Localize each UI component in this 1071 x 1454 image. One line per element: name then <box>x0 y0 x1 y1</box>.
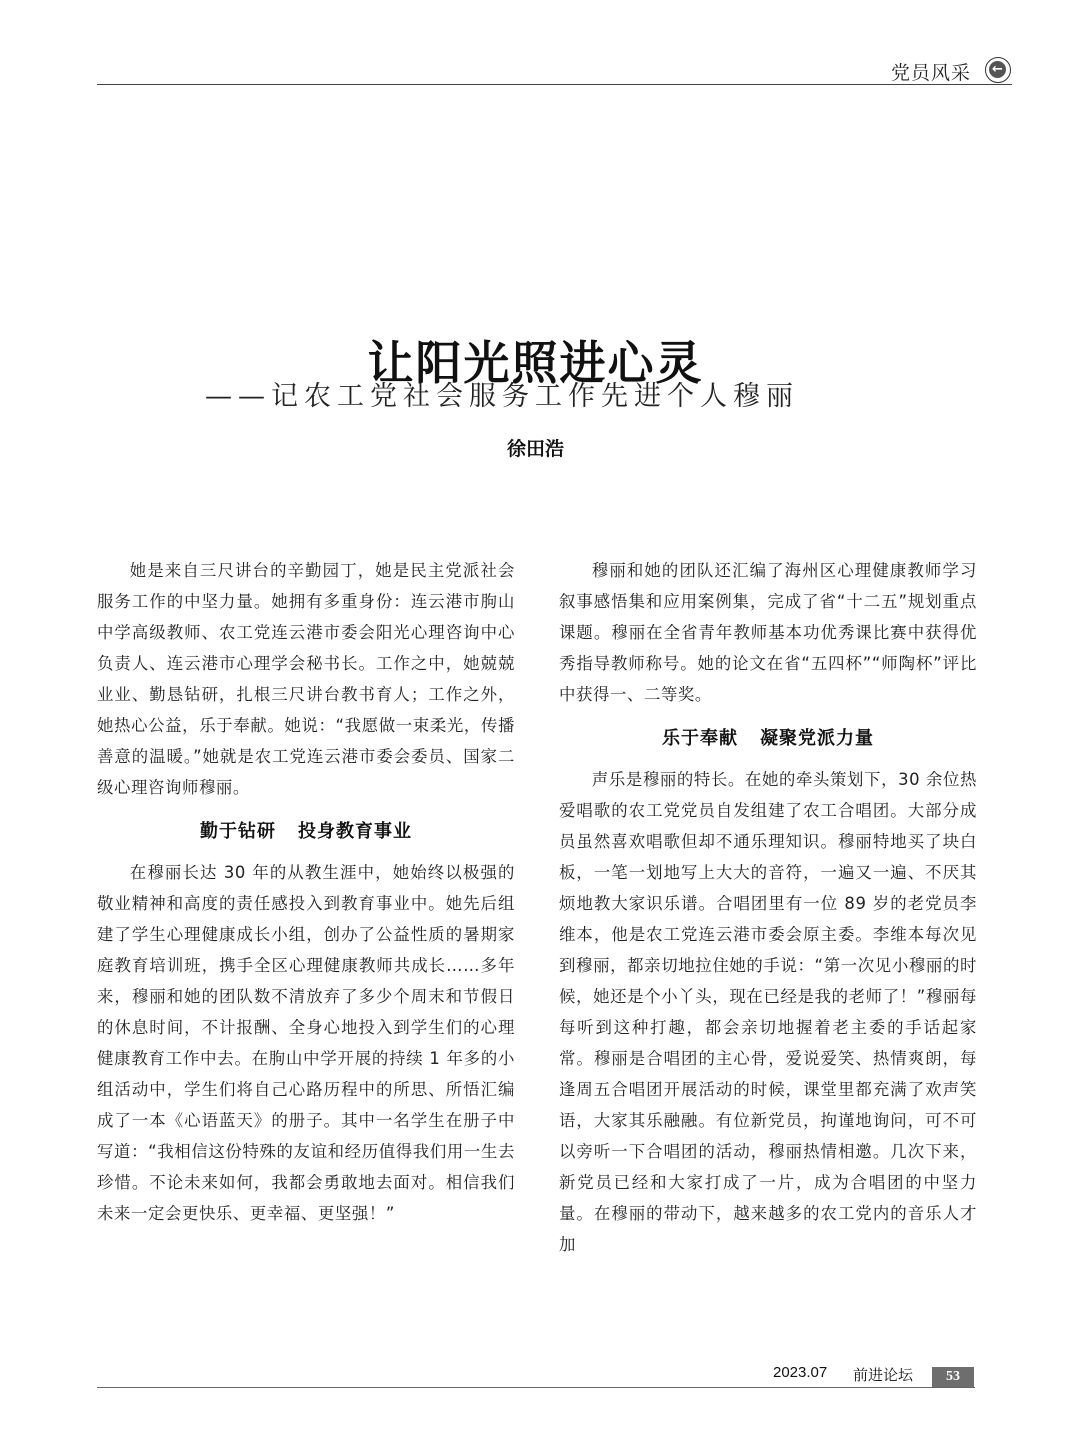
section-heading-2 <box>559 724 977 754</box>
issue-date: 2023.07 <box>773 1364 828 1381</box>
article-title: 让阳光照进心灵 <box>367 335 704 390</box>
section-heading-1-part-a: 勤于钻研 <box>200 821 276 842</box>
arrow-left-icon: ← <box>989 61 1006 78</box>
footer-rule <box>97 1387 975 1388</box>
left-column <box>97 555 515 1229</box>
magazine-name: 前进论坛 <box>853 1366 914 1384</box>
section-heading-1-part-b: 投身教育事业 <box>298 821 412 842</box>
section-heading-1 <box>97 817 515 847</box>
section-heading-2-part-b: 凝聚党派力量 <box>760 728 874 749</box>
body-paragraph: 声乐是穆丽的特长。在她的牵头策划下，30 余位热爱唱歌的农工党党员自发组建了农工合唱团。大部分成员虽然喜欢唱歌但却不通乐理知识。穆丽特地买了块白板，一笔一划地写上大大的音符，一遍又一遍、不厌其烦地教大家识乐谱。合唱团里有一位 89 岁的老党员李维本，他是农工党连云港市委会原主委。李维本每次见到穆丽，都亲切地拉住她的手说：“第一次见小穆丽的时候，她还是个小丫头，现在已经是我的老师了！”穆丽每每听到这种打趣，都会亲切地握着老主委的手话起家常。穆丽是合唱团的主心骨，爱说爱笑、热情爽朗，每逢周五合唱团开展活动的时候，课堂里都充满了欢声笑语，大家其乐融融。有位新党员，拘谨地询问，可不可以旁听一下合唱团的活动，穆丽热情相邀。几次下来，新党员已经和大家打成了一片，成为合唱团的中坚力量。在穆丽的带动下，越来越多的农工党内的音乐人才加 <box>559 770 977 1254</box>
body-paragraph: 在穆丽长达 30 年的从教生涯中，她始终以极强的敬业精神和高度的责任感投入到教育事业中。她先后组建了学生心理健康成长小组，创办了公益性质的暑期家庭教育培训班，携手全区心理健康教师共成长……多年来，穆丽和她的团队数不清放弃了多少个周末和节假日的休息时间，不计报酬、全身心地投入到学生们的心理健康教育工作中去。在朐山中学开展的持续 1 年多的小组活动中，学生们将自己心路历程中的所思、所悟汇编成了一本《心语蓝天》的册子。其中一名学生在册子中写道：“我相信这份特殊的友谊和经历值得我们用一生去珍惜。不论未来如何，我都会勇敢地去面对。相信我们未来一定会更快乐、更幸福、更坚强！” <box>97 863 515 1223</box>
page-number: 53 <box>932 1367 974 1387</box>
intro-paragraph: 她是来自三尺讲台的辛勤园丁，她是民主党派社会服务工作的中坚力量。她拥有多重身份：连云港市朐山中学高级教师、农工党连云港市委会阳光心理咨询中心负责人、连云港市心理学会秘书长。工作之中，她兢兢业业、勤恳钻研，扎根三尺讲台教书育人；工作之外，她热心公益，乐于奉献。她说：“我愿做一束柔光，传播善意的温暖。”她就是农工党连云港市委会委员、国家二级心理咨询师穆丽。 <box>97 561 515 797</box>
article-subtitle: ——记农工党社会服务工作先进个人穆丽 <box>205 381 799 412</box>
header-rule <box>97 84 1012 85</box>
section-label: 党员风采 <box>890 62 971 84</box>
article-author: 徐田浩 <box>506 438 564 460</box>
right-column <box>559 555 977 1260</box>
section-heading-2-part-a: 乐于奉献 <box>662 728 738 749</box>
body-paragraph: 穆丽和她的团队还汇编了海州区心理健康教师学习叙事感悟集和应用案例集，完成了省“十二五”规划重点课题。穆丽在全省青年教师基本功优秀课比赛中获得优秀指导教师称号。她的论文在省“五四杯”“师陶杯”评比中获得一、二等奖。 <box>559 561 977 704</box>
back-arrow-circle-icon[interactable] <box>985 57 1011 83</box>
